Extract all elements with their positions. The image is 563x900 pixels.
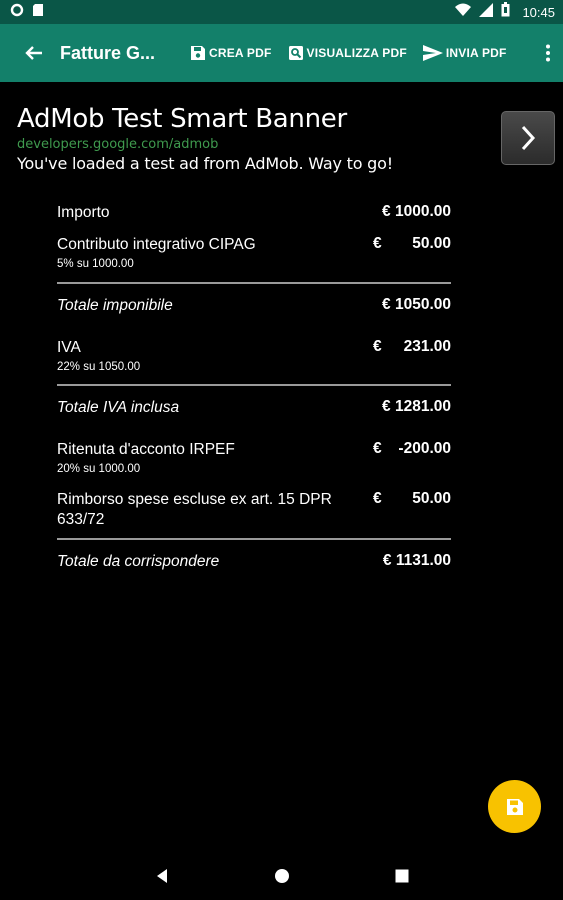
save-fab-button[interactable]: [488, 780, 541, 833]
totale-iva-label: Totale IVA inclusa: [57, 399, 180, 416]
invoice-row-totale-corrispondere: [57, 552, 451, 574]
app-title: Fatture G...: [60, 42, 156, 63]
status-time: 10:45: [522, 4, 555, 20]
status-bar: [0, 0, 563, 24]
ad-title: AdMob Test Smart Banner: [17, 104, 347, 134]
rimborso-amount: 50.00: [412, 490, 451, 507]
invoice-row-iva: [57, 338, 451, 378]
notification-circle-icon: [10, 3, 24, 22]
contributo-amount: 50.00: [412, 235, 451, 252]
create-pdf-label: CREA PDF: [209, 46, 272, 60]
ritenuta-amount: -200.00: [398, 440, 451, 457]
ritenuta-sub: 20% su 1000.00: [57, 463, 141, 475]
iva-currency: €: [373, 338, 382, 355]
save-icon: [506, 798, 524, 816]
arrow-back-icon: [25, 45, 43, 61]
ad-url[interactable]: developers.google.com/admob: [17, 137, 219, 152]
iva-amount: 231.00: [403, 338, 451, 355]
nav-home-button[interactable]: [270, 864, 294, 888]
back-button[interactable]: [0, 24, 56, 82]
rimborso-label: Rimborso spese escluse ex art. 15 DPR 633/72: [57, 491, 332, 528]
ad-banner[interactable]: [0, 82, 563, 182]
invoice-row-ritenuta: [57, 440, 451, 480]
totale-iva-amount: € 1281.00: [382, 398, 451, 415]
battery-icon: [501, 2, 510, 22]
totale-corrispondere-label: Totale da corrispondere: [57, 553, 220, 570]
iva-label: IVA: [57, 339, 81, 356]
wifi-icon: [455, 3, 471, 22]
view-pdf-label: VISUALIZZA PDF: [306, 46, 407, 60]
invoice-row-totale-imponibile: [57, 296, 451, 318]
create-pdf-button[interactable]: [182, 24, 280, 82]
send-pdf-label: INVIA PDF: [445, 46, 507, 60]
more-vert-icon: [545, 44, 551, 62]
invoice-row-contributo: [57, 235, 451, 275]
app-bar: [0, 24, 563, 82]
ritenuta-label: Ritenuta d'acconto IRPEF: [57, 441, 235, 458]
totale-corrispondere-amount: € 1131.00: [382, 552, 451, 569]
rimborso-currency: €: [373, 490, 382, 507]
invoice-row-totale-iva: [57, 398, 451, 420]
iva-sub: 22% su 1050.00: [57, 361, 141, 373]
contributo-currency: €: [373, 235, 382, 252]
ad-open-button[interactable]: [501, 111, 555, 165]
square-recents-icon: [395, 869, 409, 883]
save-icon: [190, 45, 206, 61]
contributo-label: Contributo integrativo CIPAG: [57, 236, 256, 253]
divider: [57, 538, 451, 540]
contributo-sub: 5% su 1000.00: [57, 258, 134, 270]
invoice-row-rimborso: [57, 490, 451, 532]
send-icon: [423, 45, 443, 61]
nav-recents-button[interactable]: [390, 864, 414, 888]
search-doc-icon: [288, 45, 304, 61]
chevron-right-icon: [520, 125, 536, 151]
signal-icon: [479, 3, 493, 22]
circle-home-icon: [274, 868, 290, 884]
sd-card-icon: [32, 3, 44, 22]
invoice-row-importo: [57, 203, 451, 225]
importo-amount: € 1000.00: [382, 203, 451, 220]
overflow-menu-button[interactable]: [533, 24, 563, 82]
navigation-bar: [0, 852, 563, 900]
nav-back-button[interactable]: [150, 864, 174, 888]
totale-imponibile-label: Totale imponibile: [57, 297, 173, 314]
view-pdf-button[interactable]: [280, 24, 415, 82]
send-pdf-button[interactable]: [415, 24, 515, 82]
divider: [57, 282, 451, 284]
ritenuta-currency: €: [373, 440, 382, 457]
totale-imponibile-amount: € 1050.00: [382, 296, 451, 313]
divider: [57, 384, 451, 386]
ad-text: You've loaded a test ad from AdMob. Way to go!: [17, 154, 393, 173]
triangle-back-icon: [155, 868, 169, 884]
importo-label: Importo: [57, 204, 110, 221]
